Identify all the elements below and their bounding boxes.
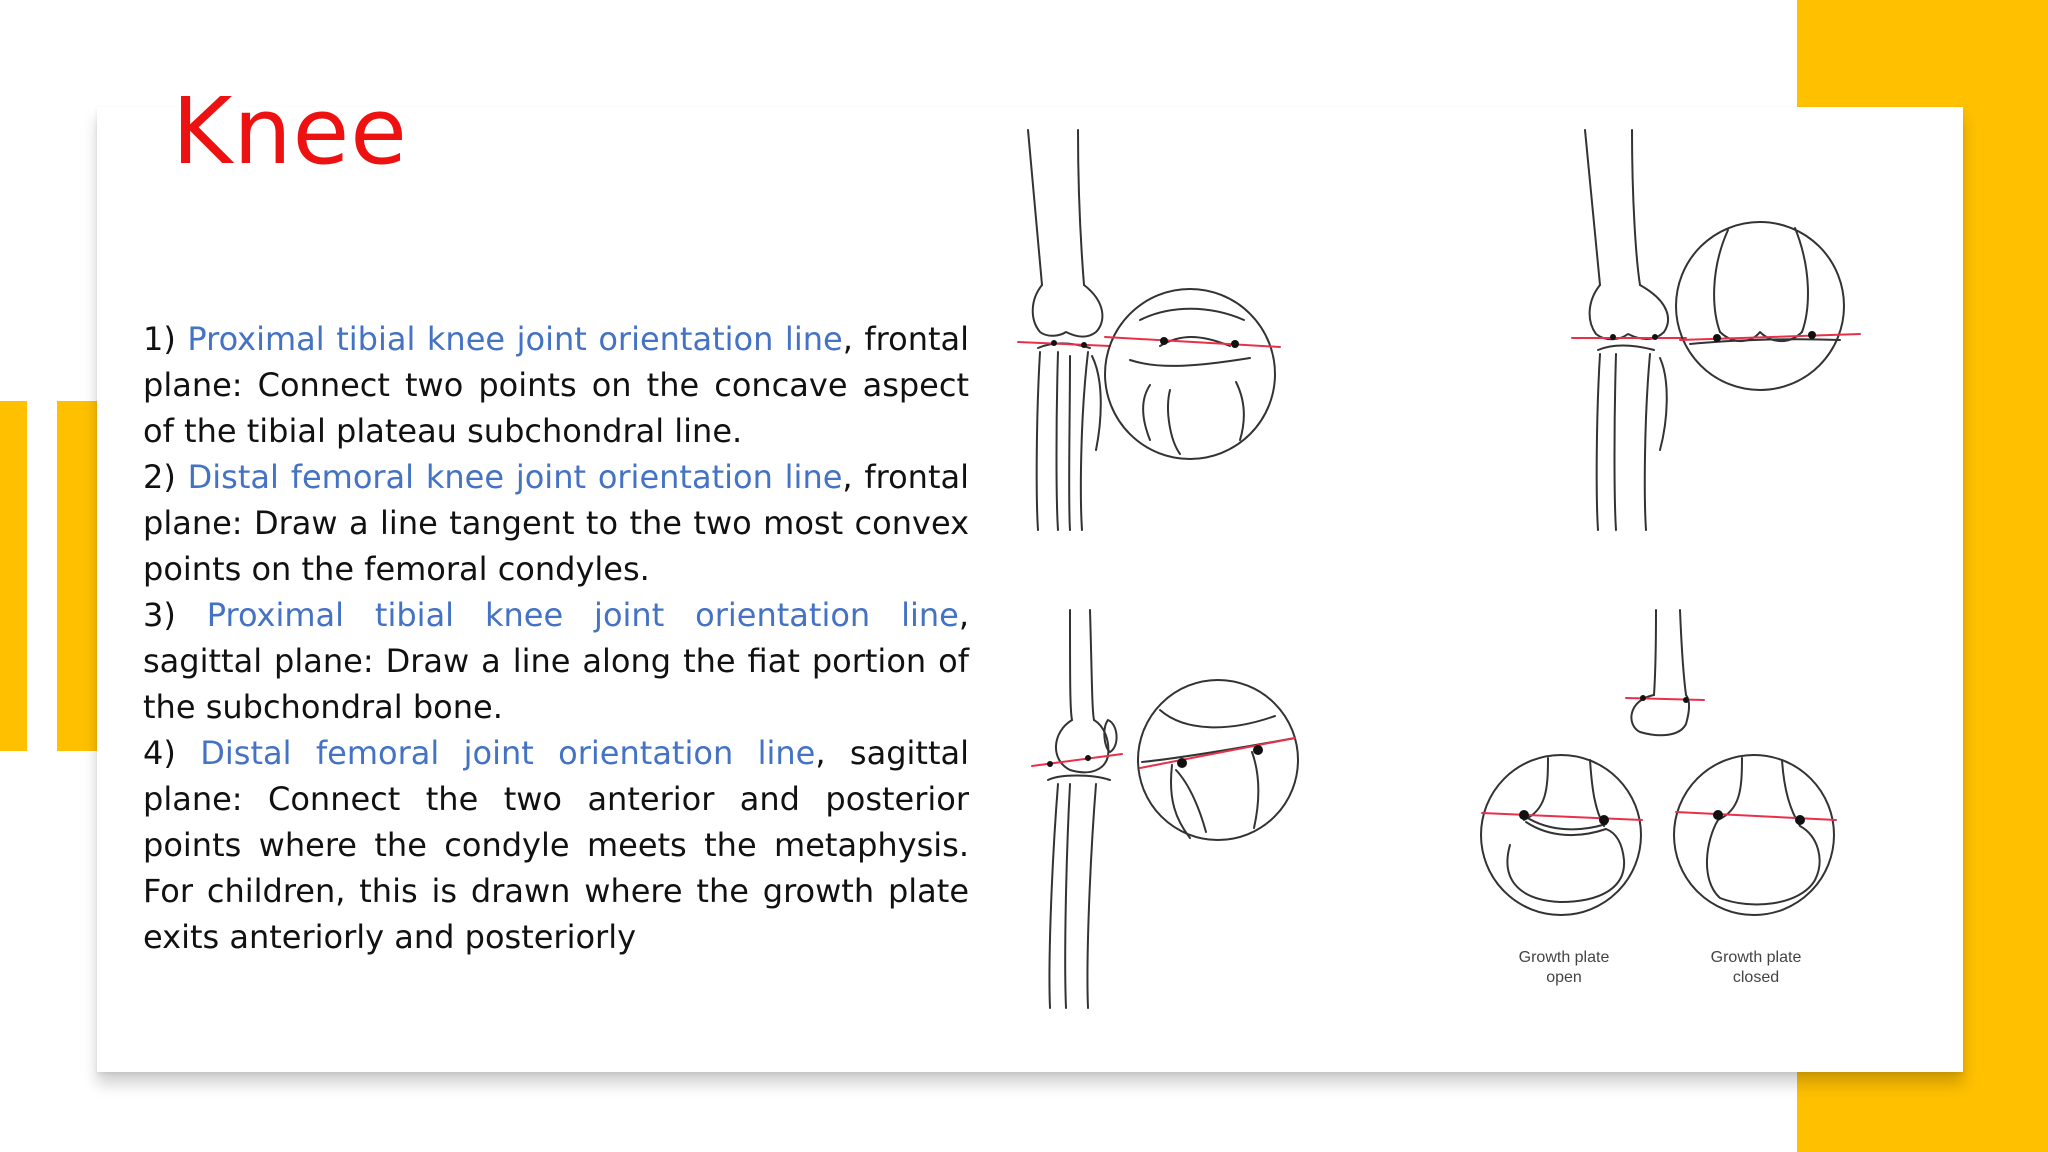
item-term: Proximal tibial knee joint orientation line (206, 596, 959, 634)
caption-growth-plate-closed-1: Growth plate (1710, 949, 1802, 966)
item-term: Proximal tibial knee joint orientation line (187, 320, 843, 358)
caption-growth-plate-open-2: open (1546, 969, 1582, 986)
definition-item-1 (143, 316, 969, 454)
item-description: , frontal plane: Draw a line tangent to the two most convex points on the femoral condyles. (143, 458, 969, 588)
caption-growth-plate-open-1: Growth plate (1518, 949, 1610, 966)
slide-title: Knee (172, 78, 408, 185)
item-number: 4) (143, 734, 176, 772)
accent-bar-left-outer (0, 401, 27, 751)
item-number: 3) (143, 596, 176, 634)
definitions-list (143, 316, 969, 960)
frontal-femoral-diagram (1572, 130, 1860, 530)
item-description: , sagittal plane: Connect the two anterior and posterior points where the condyle meets the metaphysis. For children, this is drawn where the growth plate exits anteriorly and posteriorly (143, 734, 970, 956)
item-description: , frontal plane: Connect two points on the concave aspect of the tibial plateau subchondral line. (143, 320, 970, 450)
definition-item-3 (143, 592, 969, 730)
item-number: 2) (143, 458, 176, 496)
item-description: , sagittal plane: Draw a line along the fiat portion of the subchondral bone. (143, 596, 970, 726)
frontal-tibial-diagram (1018, 130, 1280, 530)
sagittal-femoral-diagram (1481, 610, 1836, 915)
item-number: 1) (143, 320, 176, 358)
caption-growth-plate-closed-2: closed (1732, 969, 1780, 986)
sagittal-tibial-diagram (1032, 610, 1298, 1008)
item-term: Distal femoral knee joint orientation line (187, 458, 843, 496)
knee-orientation-figure (1000, 120, 1900, 1020)
definition-item-4 (143, 730, 969, 960)
accent-bar-left-inner (57, 401, 97, 751)
item-term: Distal femoral joint orientation line (200, 734, 816, 772)
definition-item-2 (143, 454, 969, 592)
